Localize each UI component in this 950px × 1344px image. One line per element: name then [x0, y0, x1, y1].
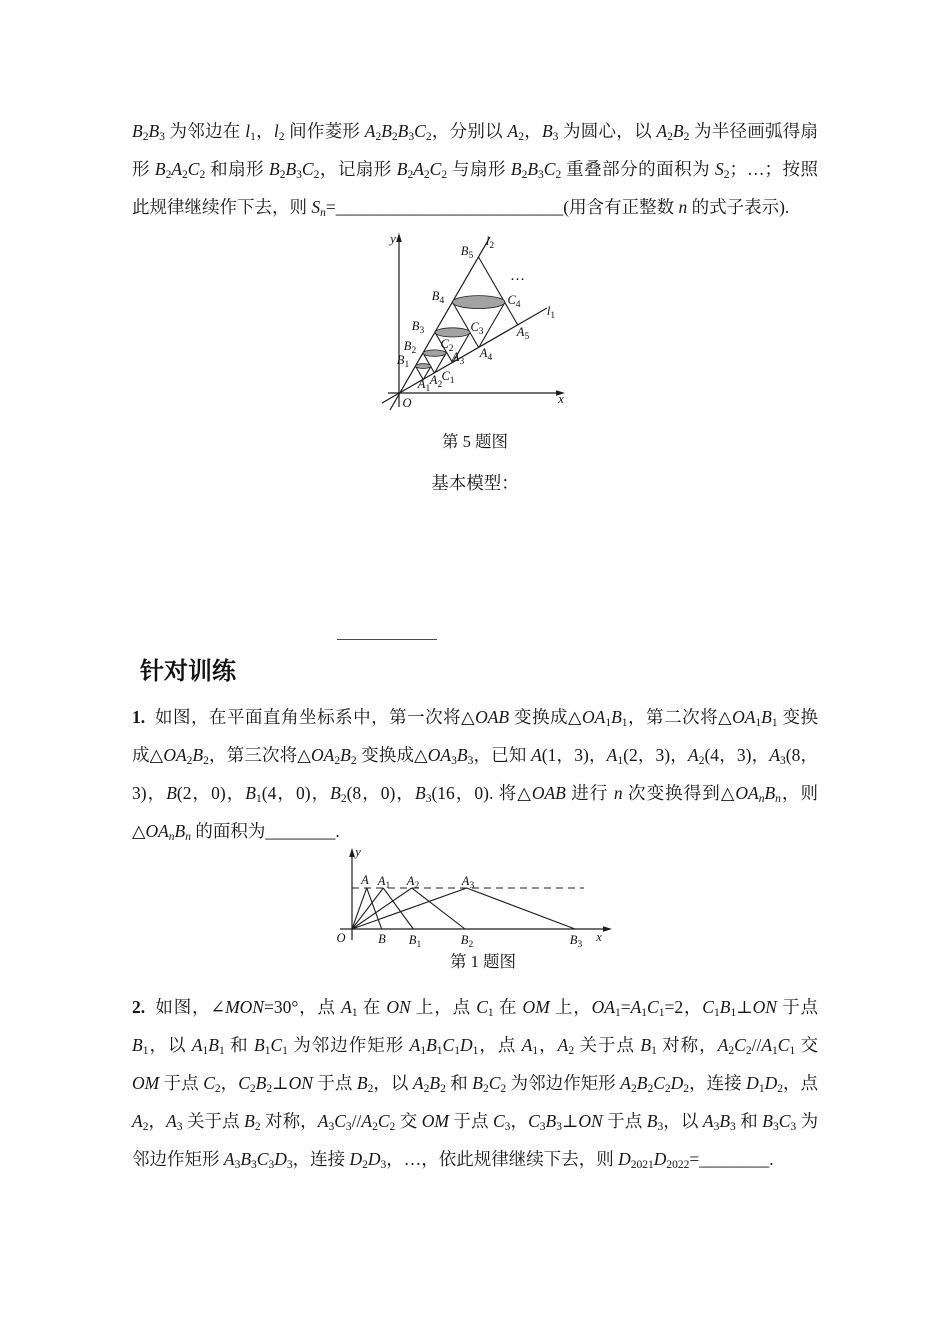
rhombus-edges: [416, 257, 521, 380]
label-B: B: [378, 932, 386, 946]
y-axis-arrow-icon: [349, 848, 355, 857]
label-y-axis: y: [355, 845, 361, 859]
label-B5: $B_5$: [460, 244, 474, 261]
label-B3: $B_3$: [569, 933, 583, 950]
label-A4: $A_4$: [479, 346, 493, 363]
label-C1: $C_1$: [441, 369, 455, 386]
lens-s1: [416, 364, 431, 369]
figure1-caption: 第 1 题图: [450, 952, 516, 971]
problem-1: [132, 698, 818, 850]
figure5-caption: 第 5 题图: [442, 432, 508, 451]
problem5-continuation-paragraph: $B_2B_3$ 为邻边在 $l_1$，$l_2$ 间作菱形 $A_2B_2B_3C_2$，分别以 $A_2$，$B_3$ 为圆心，以 $A_2B_2$ 为半径画弧得扇形 $B_2A_2C_2$ 和扇形 $B_2B_3C_2$，记扇形 $B_2A_2C_2$ 与扇形 $B_2B_3C_2$ 重叠部分的面积为 $S_2$；…；按照此规律继续作下去，则 $S_n=\_\_\_\_\_\_\_\_\_\_\_\_\_\_\_\_\_\_\_\_\_\_\_\_\_\_$(用含有正整数 n 的式子表示).: [132, 121, 819, 219]
figure5-canvas: [370, 230, 580, 422]
section-heading: 针对训练: [140, 658, 236, 685]
label-B1: $B_1$: [408, 933, 422, 950]
lens-s4: [453, 296, 505, 309]
problem-2: [132, 988, 818, 1178]
ellipsis-dots: …: [510, 268, 526, 284]
label-origin: O: [402, 396, 412, 410]
label-A1: $A_1$: [417, 377, 431, 394]
label-A: A: [361, 873, 369, 887]
label-B2: $B_2$: [403, 339, 417, 356]
figure5-labels: [388, 232, 564, 410]
problem-2-text: 如图，∠MON=30°，点 $A_1$ 在 ON 上，点 $C_1$ 在 OM 上，$OA_1=A_1C_1=2$，$C_1B_1\perp ON$ 于点 $B_1$，以 $A_1B_1$ 和 $B_1C_1$ 为邻边作矩形 $A_1B_1C_1D_1$，点 $A_1$，$A_2$ 关于点 $B_1$ 对称，$A_2C_2//A_1C_1$ 交 OM 于点 $C_2$，$C_2B_2\perp ON$ 于点 $B_2$，以 $A_2B_2$ 和 $B_2C_2$ 为邻边作矩形 $A_2B_2C_2D_2$，连接 $D_1D_2$，点 $A_2$，$A_3$ 关于点 $B_2$ 对称，$A_3C_3//A_2C_2$ 交 OM 于点 $C_3$，$C_3B_3\perp ON$ 于点 $B_3$，以 $A_3B_3$ 和 $B_3C_3$ 为邻边作矩形 $A_3B_3C_3D_3$，连接 $D_2D_3$，…，依此规律继续下去，则 $D_{2021}D_{2022}=\_\_\_\_\_\_\_\_$.: [132, 997, 819, 1171]
label-x-axis: x: [596, 930, 602, 944]
x-axis-arrow-icon: [603, 926, 612, 932]
label-B1: $B_1$: [396, 353, 410, 370]
label-y-axis: y: [390, 232, 396, 246]
label-l2: $l_2$: [485, 234, 495, 251]
label-C4: $C_4$: [507, 293, 521, 310]
label-A3: $A_3$: [451, 350, 465, 367]
problem-1-text: 如图，在平面直角坐标系中，第一次将△OAB 变换成$\triangle OA_1B_1$，第二次将$\triangle OA_1B_1$ 变换成$\triangle OA_2B_2$，第三次将$\triangle OA_2B_2$ 变换成$\triangle OA_3B_3$，已知 A(1，3)，$A_1(2$，3)，$A_2(4$，3)，$A_3(8$，3)，B(2，0)，$B_1(4$，0)，$B_2(8$，0)，$B_3(16$，0). 将△OAB 进行 n 次变换得到$\triangle OA_nB_n$，则$\triangle OA_nB_n$ 的面积为________.: [132, 707, 819, 843]
label-A3: $A_3$: [461, 874, 475, 891]
figure1-canvas: [330, 845, 630, 955]
label-A1: $A_1$: [377, 874, 391, 891]
label-x-axis: x: [558, 392, 564, 406]
figure-problem-1: [330, 845, 630, 960]
label-origin: O: [336, 931, 346, 945]
label-B3: $B_3$: [411, 319, 425, 336]
y-axis-arrow-icon: [396, 233, 402, 242]
label-A5: $A_5$: [516, 325, 530, 342]
triangle-OA3B3: [352, 888, 575, 929]
label-B2: $B_2$: [460, 933, 474, 950]
problem-2-number: 2.: [132, 997, 146, 1017]
problem-1-number: 1.: [132, 707, 146, 727]
lens-s3: [435, 328, 470, 337]
label-C2: $C_2$: [440, 337, 454, 354]
label-A2: $A_2$: [406, 874, 420, 891]
label-B4: $B_4$: [431, 289, 445, 306]
figure-problem-5: [370, 230, 580, 427]
label-l1: $l_1$: [546, 304, 556, 321]
basic-model-label: 基本模型：: [431, 473, 519, 493]
divider-line: [337, 639, 437, 640]
label-A2: $A_2$: [429, 373, 443, 390]
label-C3: $C_3$: [470, 320, 484, 337]
